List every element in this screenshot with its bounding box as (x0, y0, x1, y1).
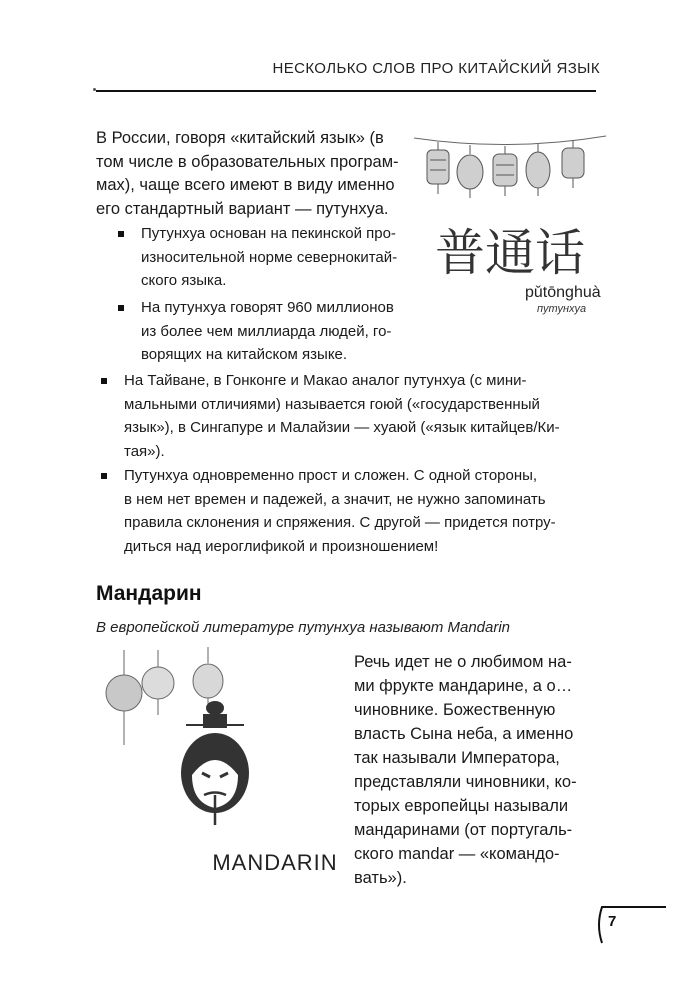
text-line: На Тайване, в Гонконге и Макао аналог путунхуа (с мини- (124, 372, 527, 389)
text-line: тая»). (124, 442, 165, 460)
lantern-icon (142, 650, 174, 715)
lanterns-illustration (410, 130, 610, 310)
intro-paragraph (96, 127, 399, 221)
text-line: мандаринами (от португаль- (354, 821, 573, 839)
text-line: язык»), в Сингапуре и Малайзии — хуаюй («язык китайцев/Ки- (124, 419, 560, 436)
text-line: ского языка. (141, 272, 227, 289)
running-header: НЕСКОЛЬКО СЛОВ ПРО КИТАЙСКИЙ ЯЗЫК (272, 60, 600, 77)
text-line: Путунхуа одновременно прост и сложен. С одной стороны, (124, 467, 538, 484)
text-line: его стандартный вариант — путунхуа. (96, 199, 389, 218)
text-line: ворящих на китайском языке. (141, 346, 348, 363)
lantern-icon (106, 650, 142, 745)
text-line: представляли чиновники, ко- (354, 773, 577, 791)
text-line: из более чем миллиарда людей, го- (141, 322, 392, 340)
text-line: мальными отличиями) называется гоюй («государственный (124, 395, 540, 413)
mandarin-face-icon (181, 701, 249, 825)
text-line: в нем нет времен и падежей, а значит, не нужно запоминать (124, 490, 546, 508)
text-line: правила склонения и спряжения. С другой — придется потру- (124, 514, 556, 531)
text-line: На путунхуа говорят 960 миллионов (141, 299, 394, 316)
text-line: Путунхуа основан на пекинской про- (141, 225, 396, 242)
text-line: чиновнике. Божественную (354, 701, 556, 719)
text-line: В России, говоря «китайский язык» (в (96, 129, 384, 147)
text-line: торых европейцы называли (354, 797, 569, 815)
mandarin-illustration (96, 645, 346, 845)
section-heading: Мандарин (96, 582, 202, 605)
lantern-icon (562, 140, 584, 188)
header-rule (96, 90, 596, 92)
text-line: вать»). (354, 869, 407, 887)
bullet-square-icon (118, 305, 124, 311)
text-line: диться над иероглификой и произношением! (124, 537, 439, 555)
bullet-square-icon (118, 231, 124, 237)
page-number: 7 (608, 913, 617, 930)
lantern-icon (457, 145, 483, 198)
text-line: власть Сына неба, а именно (354, 725, 574, 743)
lantern-icon (493, 146, 517, 196)
hanzi-text: 普通话 (435, 224, 585, 282)
text-line: ского mandar — «командо- (354, 845, 560, 863)
text-line: так называли Императора, (354, 749, 560, 767)
bullet-square-icon (101, 473, 107, 479)
text-line: износительной норме севернокитай- (141, 248, 398, 266)
pinyin-translation: путунхуа (537, 303, 587, 315)
section-subtitle: В европейской литературе путунхуа называют Mandarin (96, 619, 511, 636)
mandarin-paragraph (354, 650, 604, 890)
lantern-icon (193, 647, 223, 710)
page-number-frame (596, 903, 666, 947)
text-line: мах), чаще всего имеют в виду именно (96, 176, 395, 194)
text-line: Речь идет не о любимом на- (354, 653, 572, 671)
bullet-square-icon (101, 378, 107, 384)
pinyin-text: pǔtōnghuà (525, 284, 601, 301)
lantern-icon (526, 144, 550, 196)
text-line: ми фрукте мандарине, а о… (354, 677, 573, 695)
text-line: том числе в образовательных програм- (96, 152, 399, 171)
mandarin-label: MANDARIN (212, 850, 338, 875)
lantern-icon (427, 142, 449, 194)
